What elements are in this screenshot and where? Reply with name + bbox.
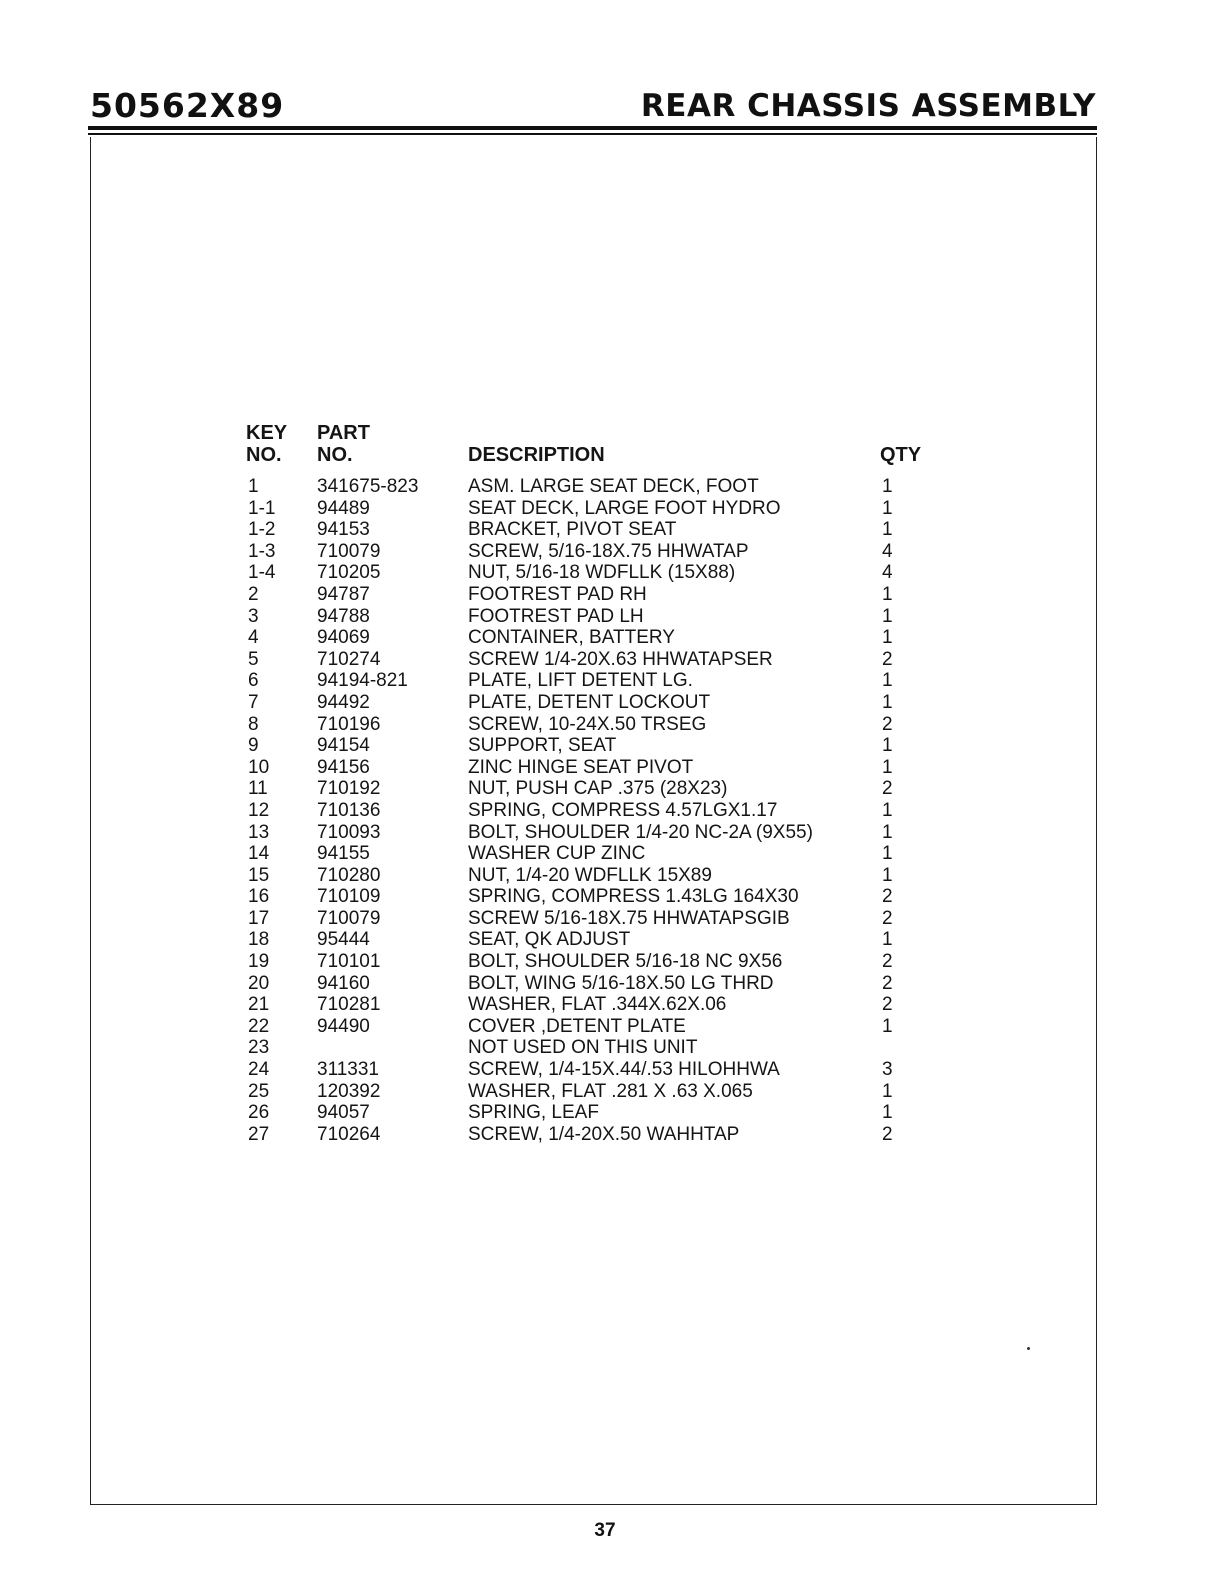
table-row xyxy=(246,865,946,887)
qty-cell: 2 xyxy=(882,994,893,1016)
part-no-cell: 95444 xyxy=(317,929,370,951)
key-no-cell: 25 xyxy=(248,1080,270,1102)
part-no-cell: 94489 xyxy=(317,497,370,519)
key-no-cell: 23 xyxy=(248,1037,270,1059)
key-no-cell: 24 xyxy=(248,1059,270,1081)
table-row xyxy=(246,692,946,714)
key-no-cell: 4 xyxy=(248,627,259,649)
key-no-cell: 2 xyxy=(248,583,259,605)
key-no-cell: 7 xyxy=(248,691,259,713)
part-no-cell: 94057 xyxy=(317,1102,370,1124)
description-cell: COVER ,DETENT PLATE xyxy=(468,1015,686,1037)
header-rule-thin xyxy=(88,133,1097,135)
table-row xyxy=(246,498,946,520)
part-no-cell: 710281 xyxy=(317,994,381,1016)
qty-cell: 2 xyxy=(882,886,893,908)
qty-cell: 1 xyxy=(882,799,893,821)
description-cell: SCREW, 1/4-20X.50 WAHHTAP xyxy=(468,1123,740,1145)
qty-cell: 2 xyxy=(882,648,893,670)
description-cell: SUPPORT, SEAT xyxy=(468,735,617,757)
part-no-cell: 94194-821 xyxy=(317,670,408,692)
part-no-cell: 710109 xyxy=(317,886,381,908)
part-no-cell: 710079 xyxy=(317,907,381,929)
table-header xyxy=(246,422,946,468)
key-no-cell: 12 xyxy=(248,799,270,821)
qty-cell: 1 xyxy=(882,476,893,497)
key-no-cell: 11 xyxy=(248,778,268,800)
description-cell: PLATE, DETENT LOCKOUT xyxy=(468,691,711,713)
description-cell: SCREW, 10-24X.50 TRSEG xyxy=(468,713,707,735)
table-row xyxy=(246,843,946,865)
speck xyxy=(1027,1347,1030,1350)
key-no-cell: 15 xyxy=(248,864,270,886)
part-no-cell: 710264 xyxy=(317,1123,381,1145)
qty-cell: 1 xyxy=(882,627,893,649)
table-row xyxy=(246,606,946,628)
key-no-cell: 8 xyxy=(248,713,259,735)
description-cell: CONTAINER, BATTERY xyxy=(468,627,675,649)
header-rule-thick xyxy=(88,126,1097,130)
qty-cell: 1 xyxy=(882,605,893,627)
part-no-cell: 94156 xyxy=(317,756,370,778)
part-no-cell: 710136 xyxy=(317,799,381,821)
table-row xyxy=(246,994,946,1016)
description-cell: SPRING, LEAF xyxy=(468,1102,599,1124)
description-cell: NOT USED ON THIS UNIT xyxy=(468,1037,698,1059)
part-no-cell: 94492 xyxy=(317,691,370,713)
part-no-cell: 94788 xyxy=(317,605,370,627)
key-no-cell: 1-3 xyxy=(248,540,276,562)
qty-cell: 1 xyxy=(882,691,893,713)
description-header: DESCRIPTION xyxy=(468,444,605,466)
description-cell: SEAT, QK ADJUST xyxy=(468,929,631,951)
table-row xyxy=(246,735,946,757)
part-no-cell: 94155 xyxy=(317,843,370,865)
key-no-cell: 26 xyxy=(248,1102,270,1124)
part-no-header xyxy=(317,422,370,466)
key-no-cell: 19 xyxy=(248,951,270,973)
key-no-cell: 21 xyxy=(248,994,270,1016)
qty-cell: 1 xyxy=(882,583,893,605)
qty-cell: 1 xyxy=(882,756,893,778)
description-cell: SPRING, COMPRESS 1.43LG 164X30 xyxy=(468,886,799,908)
description-cell: FOOTREST PAD LH xyxy=(468,605,644,627)
table-body xyxy=(246,476,946,1145)
section-title: REAR CHASSIS ASSEMBLY xyxy=(640,88,1096,124)
part-header-line2: NO. xyxy=(317,444,353,466)
description-cell: NUT, 1/4-20 WDFLLK 15X89 xyxy=(468,864,712,886)
description-cell: ASM. LARGE SEAT DECK, FOOT xyxy=(468,476,759,497)
description-cell: WASHER, FLAT .281 X .63 X.065 xyxy=(468,1080,753,1102)
qty-cell: 2 xyxy=(882,778,893,800)
description-cell: FOOTREST PAD RH xyxy=(468,583,647,605)
parts-table xyxy=(246,422,946,1145)
description-cell: PLATE, LIFT DETENT LG. xyxy=(468,670,693,692)
qty-cell: 1 xyxy=(882,735,893,757)
description-cell: BOLT, SHOULDER 5/16-18 NC 9X56 xyxy=(468,951,783,973)
part-no-cell: 710101 xyxy=(317,951,381,973)
table-row xyxy=(246,649,946,671)
qty-header: QTY xyxy=(880,444,922,466)
description-cell: SCREW, 1/4-15X.44/.53 HILOHHWA xyxy=(468,1059,780,1081)
description-cell: WASHER, FLAT .344X.62X.06 xyxy=(468,994,727,1016)
table-row xyxy=(246,562,946,584)
part-no-cell: 710079 xyxy=(317,540,381,562)
description-cell: SPRING, COMPRESS 4.57LGX1.17 xyxy=(468,799,778,821)
table-row xyxy=(246,778,946,800)
table-row xyxy=(246,1124,946,1146)
key-no-cell: 1 xyxy=(248,476,259,497)
key-no-cell: 18 xyxy=(248,929,270,951)
key-header-line1: KEY xyxy=(246,422,288,444)
description-cell: NUT, 5/16-18 WDFLLK (15X88) xyxy=(468,562,736,584)
table-row xyxy=(246,1102,946,1124)
part-no-cell: 710196 xyxy=(317,713,381,735)
part-no-cell: 710280 xyxy=(317,864,381,886)
table-row xyxy=(246,929,946,951)
qty-cell: 1 xyxy=(882,1080,893,1102)
key-no-cell: 6 xyxy=(248,670,259,692)
key-no-cell: 5 xyxy=(248,648,259,670)
table-row xyxy=(246,476,946,498)
key-no-cell: 10 xyxy=(248,756,270,778)
table-row xyxy=(246,670,946,692)
qty-cell: 1 xyxy=(882,497,893,519)
description-cell: BRACKET, PIVOT SEAT xyxy=(468,519,677,541)
part-no-cell: 710274 xyxy=(317,648,381,670)
table-row xyxy=(246,584,946,606)
qty-cell: 1 xyxy=(882,843,893,865)
table-row xyxy=(246,822,946,844)
page-number: 37 xyxy=(594,1520,616,1541)
table-row xyxy=(246,800,946,822)
key-no-cell: 16 xyxy=(248,886,270,908)
key-no-cell: 1-2 xyxy=(248,519,276,541)
part-no-cell: 710093 xyxy=(317,821,381,843)
description-cell: SCREW, 5/16-18X.75 HHWATAP xyxy=(468,540,749,562)
qty-cell: 1 xyxy=(882,670,893,692)
key-no-cell: 27 xyxy=(248,1123,270,1145)
qty-cell: 2 xyxy=(882,907,893,929)
table-row xyxy=(246,1081,946,1103)
qty-cell: 1 xyxy=(882,519,893,541)
key-no-cell: 20 xyxy=(248,972,270,994)
table-row xyxy=(246,714,946,736)
key-no-cell: 1-4 xyxy=(248,562,276,584)
part-no-cell: 94160 xyxy=(317,972,370,994)
qty-cell: 2 xyxy=(882,1123,893,1145)
table-row xyxy=(246,973,946,995)
part-no-cell: 94787 xyxy=(317,583,370,605)
part-no-cell: 341675-823 xyxy=(317,476,419,497)
part-no-cell: 94069 xyxy=(317,627,370,649)
qty-cell: 2 xyxy=(882,713,893,735)
part-no-cell: 710192 xyxy=(317,778,381,800)
table-row xyxy=(246,1037,946,1059)
description-cell: SCREW 5/16-18X.75 HHWATAPSGIB xyxy=(468,907,790,929)
qty-cell: 2 xyxy=(882,951,893,973)
model-number: 50562X89 xyxy=(90,86,285,125)
table-row xyxy=(246,1059,946,1081)
part-no-cell: 311331 xyxy=(317,1059,379,1081)
table-row xyxy=(246,541,946,563)
qty-cell: 1 xyxy=(882,929,893,951)
description-cell: BOLT, SHOULDER 1/4-20 NC-2A (9X55) xyxy=(468,821,813,843)
key-no-cell: 14 xyxy=(248,843,270,865)
table-row xyxy=(246,951,946,973)
qty-cell: 4 xyxy=(882,562,893,584)
qty-cell: 2 xyxy=(882,972,893,994)
table-row xyxy=(246,627,946,649)
description-cell: NUT, PUSH CAP .375 (28X23) xyxy=(468,778,728,800)
table-row xyxy=(246,886,946,908)
description-cell: ZINC HINGE SEAT PIVOT xyxy=(468,756,694,778)
key-no-header xyxy=(246,422,287,466)
key-no-cell: 17 xyxy=(248,907,270,929)
part-no-cell: 710205 xyxy=(317,562,381,584)
qty-cell: 1 xyxy=(882,864,893,886)
key-no-cell: 3 xyxy=(248,605,259,627)
table-row xyxy=(246,519,946,541)
table-row xyxy=(246,1016,946,1038)
key-no-cell: 9 xyxy=(248,735,259,757)
part-no-cell: 94490 xyxy=(317,1015,370,1037)
description-cell: BOLT, WING 5/16-18X.50 LG THRD xyxy=(468,972,774,994)
qty-cell: 1 xyxy=(882,1102,893,1124)
key-no-cell: 1-1 xyxy=(248,497,276,519)
table-row xyxy=(246,757,946,779)
part-no-cell: 94154 xyxy=(317,735,370,757)
part-no-cell: 120392 xyxy=(317,1080,381,1102)
qty-cell: 1 xyxy=(882,1015,893,1037)
description-cell: SEAT DECK, LARGE FOOT HYDRO xyxy=(468,497,781,519)
qty-cell: 3 xyxy=(882,1059,893,1081)
key-header-line2: NO. xyxy=(246,444,282,466)
part-header-line1: PART xyxy=(317,422,370,444)
description-cell: SCREW 1/4-20X.63 HHWATAPSER xyxy=(468,648,773,670)
table-row xyxy=(246,908,946,930)
qty-cell: 1 xyxy=(882,821,893,843)
key-no-cell: 13 xyxy=(248,821,270,843)
qty-cell: 4 xyxy=(882,540,893,562)
key-no-cell: 22 xyxy=(248,1015,270,1037)
part-no-cell: 94153 xyxy=(317,519,370,541)
description-cell: WASHER CUP ZINC xyxy=(468,843,646,865)
